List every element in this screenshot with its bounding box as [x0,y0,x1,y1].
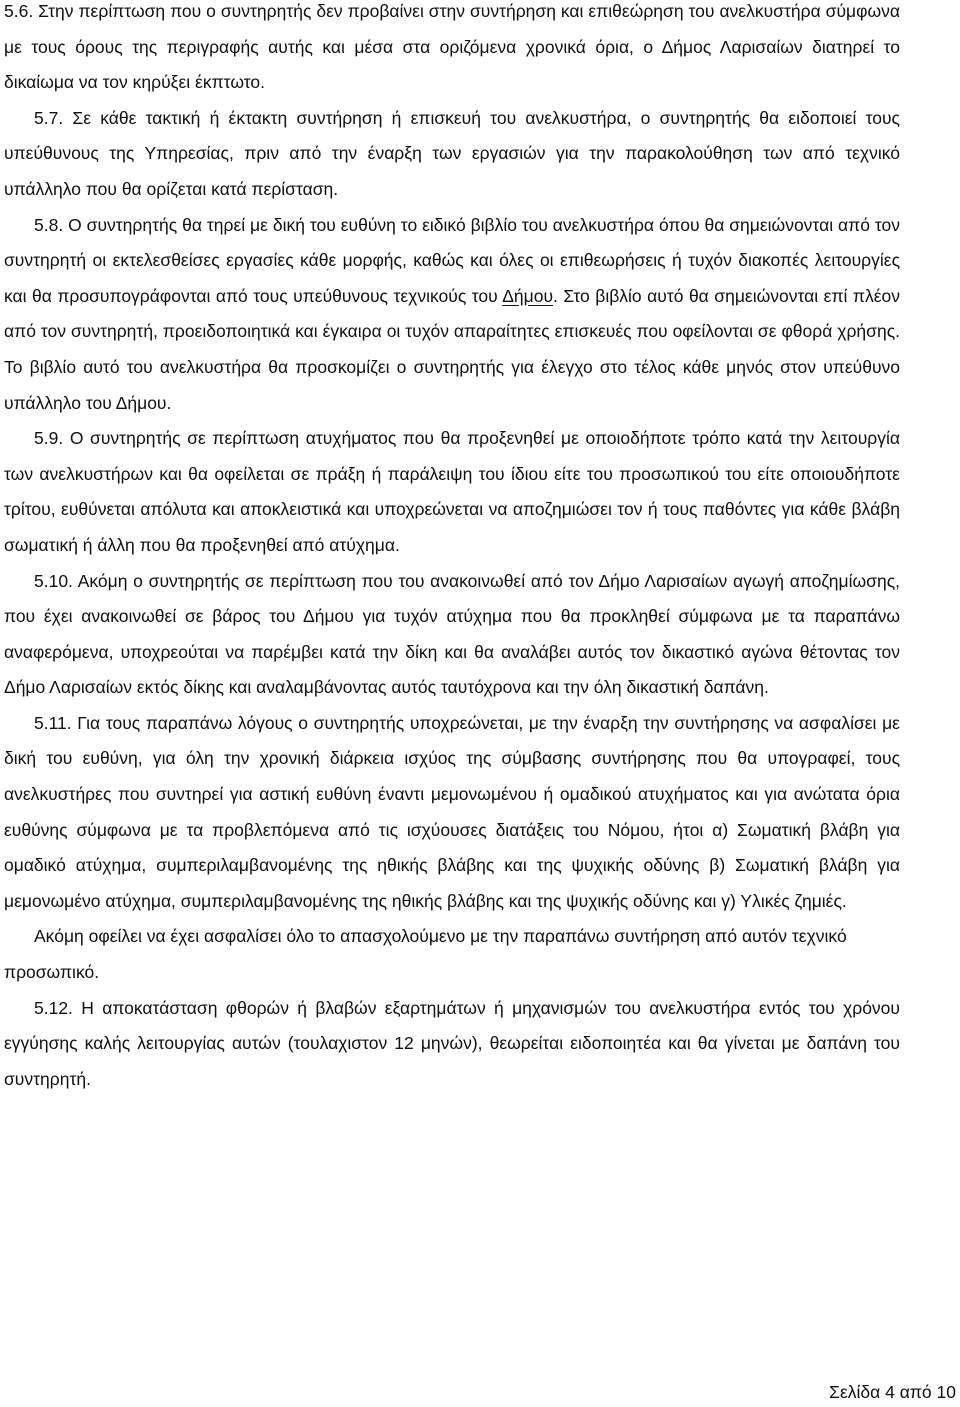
paragraph-text: Στην περίπτωση που ο συντηρητής δεν προβαίνει στην συντήρηση και επιθεώρηση του ανελκυστήρα σύμφωνα με τους όρους της περιγραφής αυτής και μέσα στα οριζόμενα χρονικά όρια, ο Δήμος Λαρισαίων διατηρεί το δικαίωμα να τον κηρύξει έκπτωτο. [4,1,900,93]
paragraph-5-7 [4,101,900,208]
paragraph-text: Ακόμη ο συντηρητής σε περίπτωση που του ανακοινωθεί από τον Δήμο Λαρισαίων αγωγή αποζημίωσης, που έχει ανακοινωθεί σε βάρος του Δήμου για τυχόν ατύχημα που θα προκληθεί σύμφωνα με τα παραπάνω αναφερόμενα, υποχρεούται να παρέμβει κατά την δίκη και θα αναλάβει αυτός τον δικαστικό αγώνα θέτοντας τον Δήμο Λαρισαίων εκτός δίκης και αναλαμβάνοντας αυτός ταυτόχρονα και την όλη δικαστική δαπάνη. [4,570,900,698]
paragraph-5-8 [4,208,900,422]
underlined-term: Δήμου [502,285,554,306]
paragraph-text: Ο συντηρητής σε περίπτωση ατυχήματος που θα προξενηθεί με οποιοδήποτε τρόπο κατά την λειτουργία των ανελκυστήρων και θα οφείλεται σε πράξη ή παράλειψη του ίδιου είτε του προσωπικού του είτε οποιουδήποτε τρίτου, ευθύνεται απόλυτα και αποκλειστικά και υποχρεώνεται να αποζημιώσει τον ή τους παθόντες για κάθε βλάβη σωματική ή άλλη που θα προξενηθεί από ατύχημα. [4,428,900,555]
paragraph-text: Η αποκατάσταση φθορών ή βλαβών εξαρτημάτων ή μηχανισμών του ανελκυστήρα εντός του χρόνου εγγύησης καλής λειτουργίας αυτών (τουλαχιστον 12 μηνών), θεωρείται ειδοποιητέα και θα γίνεται με δαπάνη του συντηρητή. [4,997,900,1089]
paragraph-text: Για τους παραπάνω λόγους ο συντηρητής υποχρεώνεται, με την έναρξη την συντήρησης να ασφαλίσει με δική του ευθύνη, για όλη την χρονική διάρκεια ισχύος της σύμβασης συντήρησης που θα υπογραφεί, τους ανελκυστήρες που συντηρεί για αστική ευθύνη έναντι μεμονωμένου ή ομαδικού ατυχήματος και για ανώτατα όρια ευθύνης σύμφωνα με τα προβλεπόμενα από τις ισχύουσες διατάξεις του Νόμου, ήτοι α) Σωματική βλάβη για ομαδικό ατύχημα, συμπεριλαμβανομένης της ηθικής βλάβης και της ψυχικής οδύνης β) Σωματική βλάβη για μεμονωμένο ατύχημα, συμπεριλαμβανομένης της ηθικής βλάβης και της ψυχικής οδύνης και γ) Υλικές ζημιές. [4,712,900,911]
document-page [4,0,900,1097]
paragraph-number: 5.9. [34,428,64,449]
page-number-footer: Σελίδα 4 από 10 [829,1382,956,1402]
paragraph-number: 5.7. [34,107,64,128]
paragraph-text: Σε κάθε τακτική ή έκτακτη συντήρηση ή επισκευή του ανελκυστήρα, ο συντηρητής θα ειδοποιεί τους υπεύθυνους της Υπηρεσίας, πριν από την έναρξη των εργασιών για την παρακολούθηση των από τεχνικό υπάλληλο που θα ορίζεται κατά περίσταση. [4,107,900,199]
paragraph-5-11-continued [4,919,900,990]
paragraph-text: Ακόμη οφείλει να έχει ασφαλίσει όλο το απασχολούμενο με την παραπάνω συντήρηση από αυτόν τεχνικό προσωπικό. [4,926,847,983]
paragraph-text: Ο συντηρητής θα τηρεί με δική του ευθύνη το ειδικό βιβλίο του ανελκυστήρα όπου θα σημειώνονται από τον συντηρητή οι εκτελεσθείσες εργασίες κάθε μορφής, καθώς και όλες οι επιθεωρήσεις ή τυχόν διακοπές λειτουργίες και θα προσυπογράφονται από τους υπεύθυνους τεχνικούς του [4,214,900,306]
paragraph-number: 5.11. [34,712,72,733]
paragraph-5-10 [4,564,900,706]
paragraph-5-6 [4,0,900,101]
paragraph-number: 5.8. [34,214,64,235]
paragraph-text-continued: . Στο βιβλίο αυτό θα σημειώνονται επί πλέον από τον συντηρητή, προειδοποιητικά και έγκαιρα οι τυχόν απαραίτητες επισκευές που οφείλονται σε φθορά χρήσης. Το βιβλίο αυτό του ανελκυστήρα θα προσκομίζει ο συντηρητής για έλεγχο στο τέλος κάθε μηνός στον υπεύθυνο υπάλληλο του Δήμου. [4,285,900,413]
paragraph-number: 5.10. [34,570,73,591]
paragraph-5-9 [4,421,900,563]
paragraph-5-11 [4,706,900,920]
paragraph-5-12 [4,991,900,1098]
paragraph-number: 5.6. [4,1,34,21]
paragraph-number: 5.12. [34,997,73,1018]
